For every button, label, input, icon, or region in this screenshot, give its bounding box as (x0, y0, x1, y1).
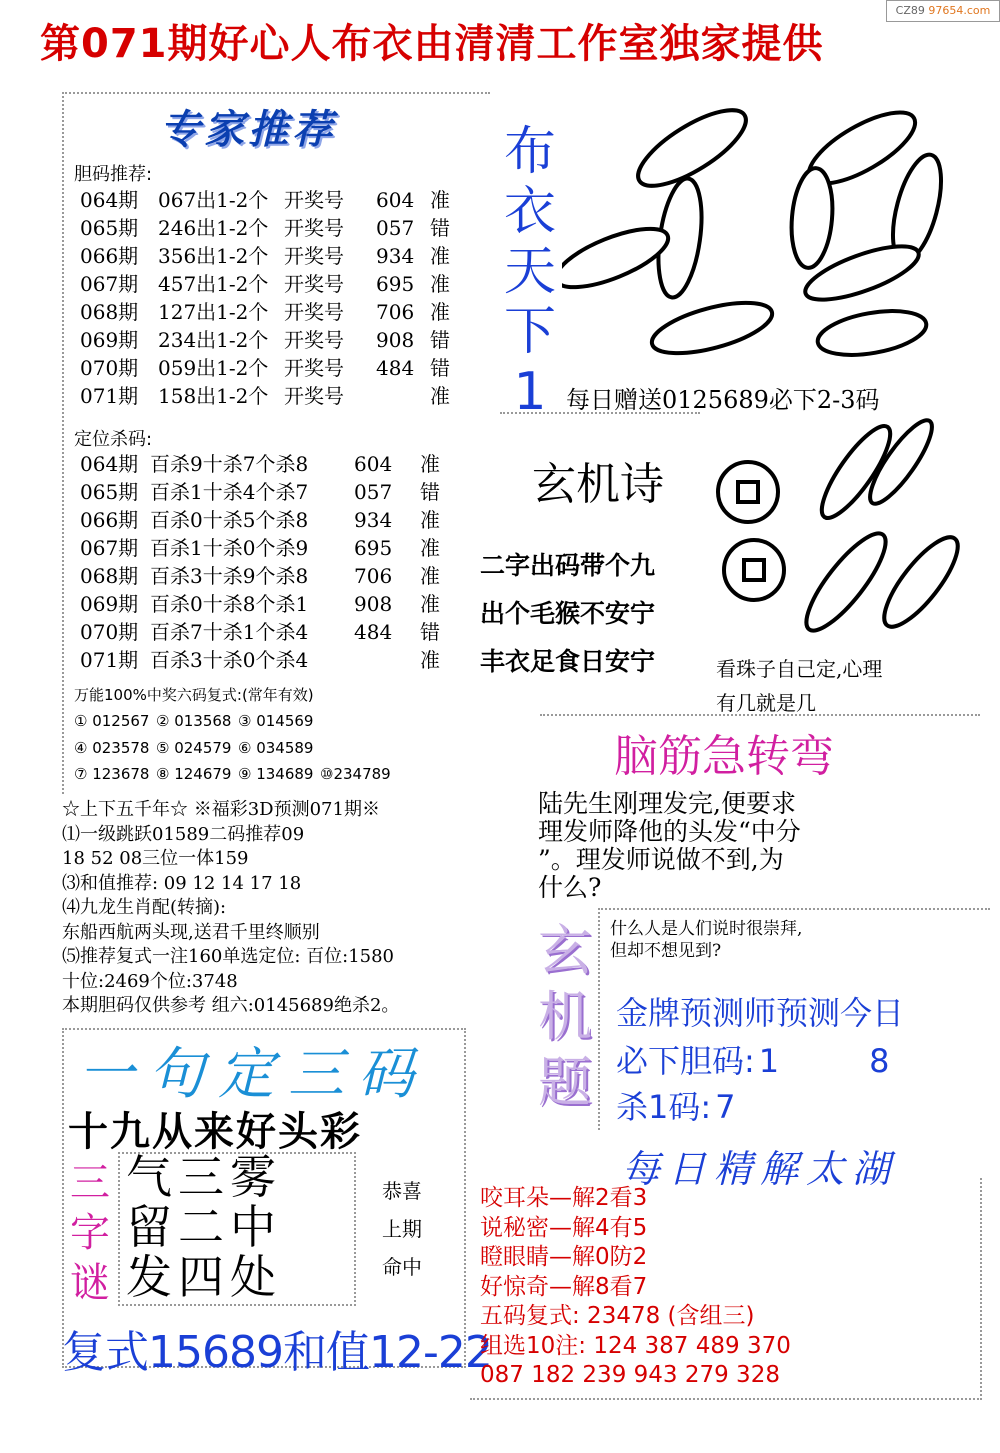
dan-row (80, 186, 450, 214)
digit-segment (788, 166, 837, 269)
dan-label: 胆码推荐: (74, 164, 153, 185)
three-char-label-char: 谜 (70, 1260, 110, 1306)
six-code-item: ⑨ 134689 (238, 765, 314, 783)
kill-pick: 百杀3十杀0个杀4 (150, 648, 309, 672)
page-title: 第071期好心人布衣由清清工作室独家提供 (40, 21, 824, 67)
kill-row (80, 646, 440, 674)
big-digits-panel (562, 78, 982, 378)
dan-result: 057 (376, 216, 415, 240)
dan-pick: 067出1-2个 (158, 188, 269, 212)
daily-gift: 每日赠送0125689必下2-3码 (566, 386, 880, 414)
kill-pick: 百杀0十杀8个杀1 (150, 592, 309, 616)
brain-line: ”。理发师说做不到,为 (538, 845, 784, 874)
gold-digit-2: 8 (869, 1042, 890, 1080)
kill-period: 071期 (80, 648, 139, 672)
six-code-item: ⑧ 124679 (156, 765, 232, 783)
three-char-line: 气三雾 (126, 1150, 282, 1204)
buyi-vertical-title (498, 122, 562, 422)
riddle-question (610, 918, 802, 962)
dan-draw-label: 开奖号 (284, 188, 344, 212)
kill-row (80, 450, 440, 478)
three-char-label-char: 字 (70, 1210, 110, 1256)
three-char-line: 留二中 (126, 1200, 282, 1254)
six-code-item: ⑤ 024579 (156, 738, 232, 757)
digit-segment (814, 304, 929, 362)
coin-art (706, 412, 986, 652)
taihu-line: 瞪眼睛—解0防2 (480, 1244, 648, 1270)
dan-period: 066期 (80, 244, 139, 268)
kill-pick: 百杀7十杀1个杀4 (150, 620, 309, 644)
big-digits-art (562, 78, 982, 378)
dan-draw-label: 开奖号 (284, 356, 344, 380)
brain-heading: 脑筋急转弯 (614, 731, 834, 782)
one-sentence-heading: 一句定三码 (78, 1042, 428, 1107)
kill-period: 066期 (80, 508, 139, 532)
buyi-vertical-char: 下 (503, 302, 556, 362)
dan-row (80, 326, 450, 354)
kill-row (80, 478, 440, 506)
one-sentence-text: 十九从来好头彩 (68, 1109, 362, 1155)
brain-lines (538, 790, 801, 902)
kill-result: 484 (354, 620, 393, 644)
coin-art-panel (706, 412, 986, 652)
dan-pick: 059出1-2个 (158, 356, 269, 380)
kill-status: 准 (420, 564, 440, 588)
dan-result: 706 (376, 300, 415, 324)
poem-note-line1: 看珠子自己定,心理 (716, 657, 883, 681)
forecast-line: ⑸推荐复式一注160单选定位: 百位:1580 (62, 946, 395, 967)
dan-period: 071期 (80, 384, 139, 408)
dan-pick: 356出1-2个 (158, 244, 269, 268)
buyi-vertical-char: 天 (503, 242, 556, 302)
riddle-label-char: 机 (538, 985, 592, 1048)
kill-result: 604 (354, 452, 393, 476)
dan-pick: 234出1-2个 (158, 328, 269, 352)
dan-row (80, 298, 450, 326)
kill-row (80, 590, 440, 618)
six-code-item: ⑦ 123678 (74, 765, 150, 783)
dan-period: 069期 (80, 328, 139, 352)
three-char-label-char: 三 (70, 1160, 110, 1206)
six-code-item: ⑩234789 (320, 765, 391, 783)
three-char-line: 发四处 (126, 1250, 282, 1304)
gold-line2 (616, 1036, 890, 1082)
forecast-line: ⑴一级跳跃01589二码推荐09 (62, 823, 305, 845)
poem-divider (540, 714, 980, 716)
forecast-line: ⑷九龙生肖配(转摘): (62, 897, 227, 918)
six-code-item: ④ 023578 (74, 738, 150, 757)
expert-heading: 专家推荐 (160, 107, 336, 153)
dan-status: 准 (430, 300, 450, 324)
dan-period: 065期 (80, 216, 139, 240)
kill-status: 错 (420, 620, 440, 644)
kill-status: 准 (420, 592, 440, 616)
dan-result: 908 (376, 328, 415, 352)
taihu-line: 说秘密—解4有5 (480, 1214, 648, 1241)
poem-lines (480, 542, 655, 686)
kill-status: 准 (420, 536, 440, 560)
gold-label: 必下胆码: (616, 1042, 755, 1080)
taihu-heading: 每日精解太湖 (622, 1147, 899, 1191)
kill-line-label: 杀1码: (616, 1088, 712, 1126)
kill-period: 069期 (80, 592, 139, 616)
dan-status: 错 (430, 328, 450, 352)
six-code-list (74, 708, 402, 788)
forecast-block (62, 798, 502, 1019)
buyi-vertical-char: 1 (513, 362, 547, 422)
kill-pick: 百杀1十杀4个杀7 (150, 480, 309, 504)
taihu-line: 087 182 239 943 279 328 (480, 1362, 780, 1388)
kill-label: 定位杀码: (74, 429, 153, 450)
kill-result: 057 (354, 480, 393, 504)
kill-status: 准 (420, 648, 440, 672)
watermark-part2: 97654.com (928, 4, 991, 17)
dan-row (80, 270, 450, 298)
poem-line: 二字出码带个九 (480, 551, 656, 580)
taihu-panel (470, 1178, 982, 1400)
riddle-label-char: 题 (538, 1051, 592, 1114)
kill-period: 064期 (80, 452, 139, 476)
dan-period: 070期 (80, 356, 139, 380)
poem-line: 出个毛猴不安宁 (480, 599, 656, 628)
three-char-label (66, 1158, 114, 1308)
dan-status: 准 (430, 384, 450, 408)
dan-row (80, 242, 450, 270)
poem-note (716, 652, 882, 720)
bead-shape (795, 524, 897, 641)
six-code-row (74, 708, 402, 735)
kill-result: 908 (354, 592, 393, 616)
brain-line: 什么? (538, 873, 602, 902)
dan-result: 484 (376, 356, 415, 380)
coin-hole (738, 482, 758, 502)
taihu-line: 咬耳朵—解2看3 (480, 1185, 648, 1211)
watermark-part1: CZ89 (895, 4, 925, 17)
forecast-line: 18 52 08三位一体159 (62, 848, 249, 869)
digit-segment (647, 293, 777, 364)
compound-line: 复式15689和值12-22 (62, 1327, 492, 1378)
kill-pick: 百杀1十杀0个杀9 (150, 536, 309, 560)
forecast-line: ☆上下五千年☆ ※福彩3D预测071期※ (62, 799, 380, 820)
riddle-question-line: 但却不想见到? (610, 941, 722, 961)
dan-draw-label: 开奖号 (284, 272, 344, 296)
kill-row (80, 506, 440, 534)
forecast-line: ⑶和值推荐: 09 12 14 17 18 (62, 872, 302, 894)
kill-line (616, 1082, 736, 1128)
buyi-vertical-char: 布 (503, 122, 556, 182)
six-code-row (74, 761, 402, 788)
kill-status: 准 (420, 452, 440, 476)
taihu-line: 组选10注: 124 387 489 370 (480, 1332, 791, 1359)
buyi-divider (500, 412, 700, 414)
forecast-line: 十位:2469个位:3748 (62, 970, 238, 992)
six-code-item: ③ 014569 (238, 712, 314, 730)
kill-row (80, 618, 440, 646)
dan-table (80, 186, 450, 410)
dan-row (80, 382, 450, 410)
dan-row (80, 214, 450, 242)
dan-result: 604 (376, 188, 415, 212)
taihu-line: 五码复式: 23478 (含组三) (480, 1303, 755, 1329)
six-code-row (74, 735, 402, 762)
kill-pick: 百杀0十杀5个杀8 (150, 508, 309, 532)
kill-row (80, 534, 440, 562)
kill-period: 070期 (80, 620, 139, 644)
gold-line1: 金牌预测师预测今日 (616, 994, 905, 1032)
dan-pick: 127出1-2个 (158, 300, 269, 324)
dan-status: 错 (430, 356, 450, 380)
brain-line: 陆先生刚理发完,便要求 (538, 789, 796, 818)
poem-note-line2: 有几就是几 (716, 691, 816, 715)
dan-result: 695 (376, 272, 415, 296)
dan-status: 准 (430, 272, 450, 296)
riddle-label-char: 玄 (538, 919, 592, 982)
congrats-line: 恭喜 (382, 1179, 422, 1203)
six-code-item: ① 012567 (74, 712, 150, 730)
kill-status: 准 (420, 508, 440, 532)
congrats-line: 命中 (382, 1255, 422, 1279)
dan-period: 064期 (80, 188, 139, 212)
poem-heading: 玄机诗 (532, 459, 664, 510)
dan-draw-label: 开奖号 (284, 328, 344, 352)
dan-status: 准 (430, 244, 450, 268)
dan-draw-label: 开奖号 (284, 300, 344, 324)
dan-pick: 457出1-2个 (158, 272, 269, 296)
forecast-line: 本期胆码仅供参考 组六:0145689绝杀2。 (62, 995, 400, 1016)
forecast-line: 东船西航两头现,送君千里终顺别 (62, 921, 320, 943)
dan-pick: 246出1-2个 (158, 216, 269, 240)
congrats (382, 1172, 422, 1286)
congrats-line: 上期 (382, 1217, 422, 1241)
kill-row (80, 562, 440, 590)
three-char-lines (126, 1152, 282, 1302)
dan-result: 934 (376, 244, 415, 268)
dan-row (80, 354, 450, 382)
kill-result: 706 (354, 564, 393, 588)
brain-line: 理发师降他的头发“中分 (538, 817, 801, 846)
kill-period: 067期 (80, 536, 139, 560)
dan-draw-label: 开奖号 (284, 244, 344, 268)
kill-period: 065期 (80, 480, 139, 504)
kill-result: 695 (354, 536, 393, 560)
kill-table (80, 450, 440, 674)
riddle-question-line: 什么人是人们说时很崇拜, (610, 919, 803, 939)
kill-pick: 百杀9十杀7个杀8 (150, 452, 309, 476)
dan-status: 错 (430, 216, 450, 240)
poem-line: 丰衣足食日安宁 (480, 647, 656, 676)
six-code-item: ⑥ 034589 (238, 738, 314, 757)
kill-pick: 百杀3十杀9个杀8 (150, 564, 309, 588)
dan-draw-label: 开奖号 (284, 384, 344, 408)
buyi-vertical-char: 衣 (503, 182, 556, 242)
six-code-item: ② 013568 (156, 712, 232, 730)
kill-result: 934 (354, 508, 393, 532)
coin-hole (744, 560, 764, 580)
kill-line-value: 7 (715, 1088, 736, 1126)
dan-draw-label: 开奖号 (284, 216, 344, 240)
kill-status: 错 (420, 480, 440, 504)
six-code-label: 万能100%中奖六码复式:(常年有效) (74, 686, 314, 704)
dan-pick: 158出1-2个 (158, 384, 269, 408)
kill-period: 068期 (80, 564, 139, 588)
dan-period: 068期 (80, 300, 139, 324)
taihu-line: 好惊奇—解8看7 (480, 1273, 648, 1300)
dan-status: 准 (430, 188, 450, 212)
dan-period: 067期 (80, 272, 139, 296)
riddle-label (538, 918, 598, 1116)
gold-digit-1: 1 (758, 1042, 780, 1080)
